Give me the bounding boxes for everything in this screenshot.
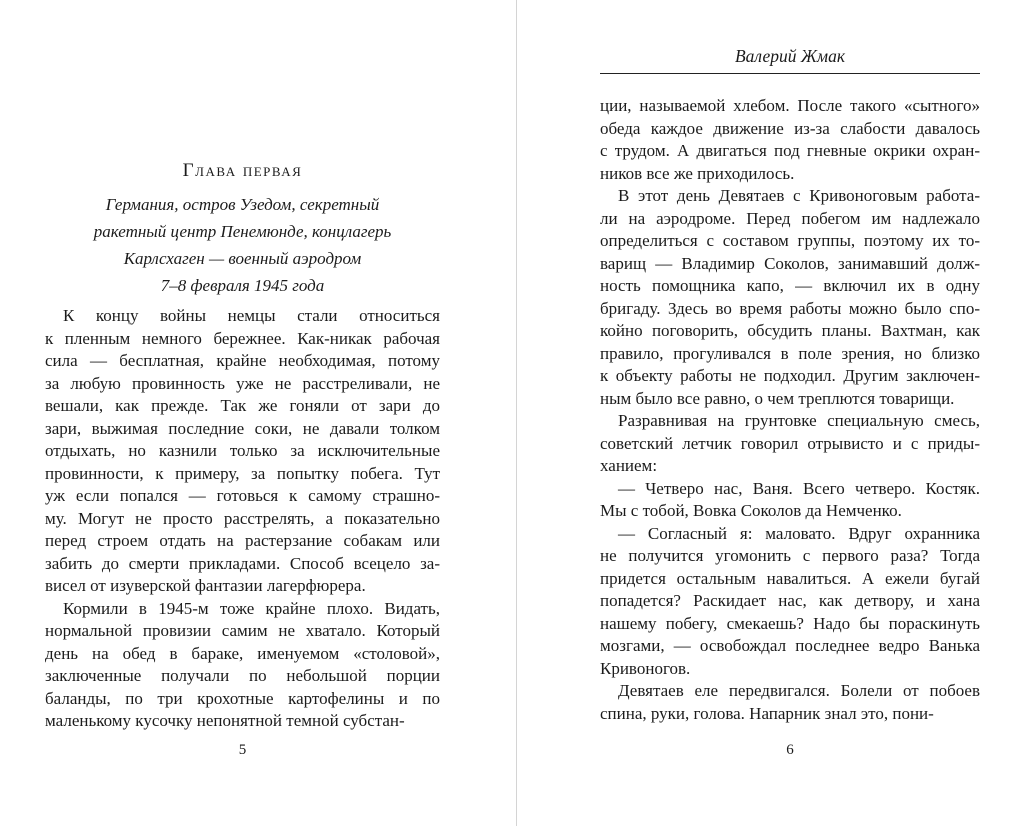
body-line: попадется? Раскидает нас, как детвору, и хана	[600, 591, 980, 610]
body-line: вешали, как прежде. Так же гоняли от зари до	[45, 396, 440, 415]
body-line: день на обед в бараке, именуемом «столовой»,	[45, 643, 440, 663]
chapter-epigraph	[45, 191, 440, 299]
body-line: ников все же приходилось.	[600, 163, 795, 183]
body-line: варищ — Владимир Соколов, занимавший долж-	[600, 253, 980, 273]
body-line: Кривоногов.	[600, 658, 691, 678]
body-line: ции, называемой хлебом. После такого «сытного»	[600, 96, 980, 115]
body-line: забить до смерти прикладами. Способ всецело за-	[45, 553, 440, 573]
body-line: ханием:	[600, 456, 658, 475]
body-line: советский летчик говорил отрывисто и с приды-	[600, 433, 980, 453]
body-line: койно поговорить, обсудить планы. Вахтман, как	[600, 321, 980, 340]
body-line: не получится угомонить с первого раза? Тогда	[600, 546, 980, 565]
body-line: спина, руки, голова. Напарник знал это, пони-	[600, 703, 934, 723]
epigraph-line: 7–8 февраля 1945 года	[160, 276, 325, 295]
page-number-right: 6	[786, 742, 794, 758]
body-line: Кормили в 1945-м тоже крайне плохо. Видать,	[63, 598, 440, 618]
right-page-body	[600, 95, 980, 725]
body-line: Девятаев еле передвигался. Болели от побоев	[618, 681, 980, 700]
body-line: с трудом. А двигаться под гневные окрики охран-	[600, 141, 980, 160]
body-line: обеда каждое движение из-за слабости давалось	[600, 118, 980, 138]
body-line: перед строем отдать на растерзание собакам или	[45, 531, 440, 550]
body-line: ным было все равно, о чем треплются товарищи.	[600, 388, 955, 408]
body-line: В этот день Девятаев с Кривоноговым работа-	[618, 186, 980, 205]
body-line: ность помощника капо, — включил их в одну	[600, 276, 980, 295]
body-line: — Согласный я: маловато. Вдруг охранника	[618, 523, 980, 543]
body-line: за любую провинность уже не расстреливали, не	[45, 373, 440, 393]
body-line: отдыхать, но казнили только за исключительные	[45, 441, 440, 460]
body-line: правило, прогуливался в поле зрения, но близко	[600, 343, 980, 363]
body-line: нашему побегу, смекаешь? Надо бы пораскинуть	[600, 613, 980, 633]
epigraph-line: ракетный центр Пенемюнде, концлагерь	[93, 222, 392, 241]
body-line: — Четверо нас, Ваня. Всего четверо. Костяк.	[618, 478, 980, 498]
body-line: зари, выжимая последние соки, не давали толком	[45, 418, 440, 438]
page-number-left: 5	[238, 742, 247, 758]
body-line: к пленным немного бережнее. Как-никак рабочая	[45, 328, 440, 348]
body-line: придется остальным навалиться. А ежели бугай	[600, 568, 980, 588]
body-line: мозгами, — освобождал последнее ведро Ванька	[600, 636, 980, 655]
left-page-body	[45, 305, 440, 733]
body-line: ли на аэродроме. Перед побегом им надлежало	[600, 208, 980, 228]
body-line: висел от изуверской фантазии лагерфюрера.	[45, 576, 366, 595]
body-line: заключенные получали по небольшой порции	[45, 666, 440, 685]
epigraph-line: Карлсхаген — военный аэродром	[123, 249, 362, 268]
epigraph-line: Германия, остров Узедом, секретный	[105, 195, 380, 214]
chapter-title: Глава первая	[182, 160, 303, 181]
page-gutter-divider	[516, 0, 517, 826]
body-line: баланды, по три крохотные картофелины и по	[45, 688, 440, 708]
body-line: определиться с составом группы, поэтому их то-	[600, 231, 980, 250]
body-line: нормальной провизии самим не хватало. Который	[45, 621, 440, 640]
body-line: к объекту работы не подходил. Другим заключен-	[600, 366, 980, 385]
body-line: му. Могут не просто расстрелять, а показательно	[45, 508, 440, 528]
body-line: Разравнивая на грунтовке специальную смесь,	[618, 411, 980, 430]
body-line: маленькому кусочку непонятной темной субстан-	[45, 711, 405, 730]
body-line: Мы с тобой, Вовка Соколов да Немченко.	[600, 501, 902, 520]
body-line: провинности, к примеру, за попытку побега. Тут	[45, 463, 440, 483]
running-header-author: Валерий Жмак	[600, 46, 980, 74]
body-line: уж если попался — готовься к самому страшно-	[45, 486, 440, 505]
body-line: К концу войны немцы стали относиться	[63, 306, 440, 325]
body-line: сила — бесплатная, крайне необходимая, потому	[45, 351, 440, 370]
body-line: бригаду. Здесь во время работы можно было спо-	[600, 298, 980, 318]
left-page	[45, 160, 440, 733]
